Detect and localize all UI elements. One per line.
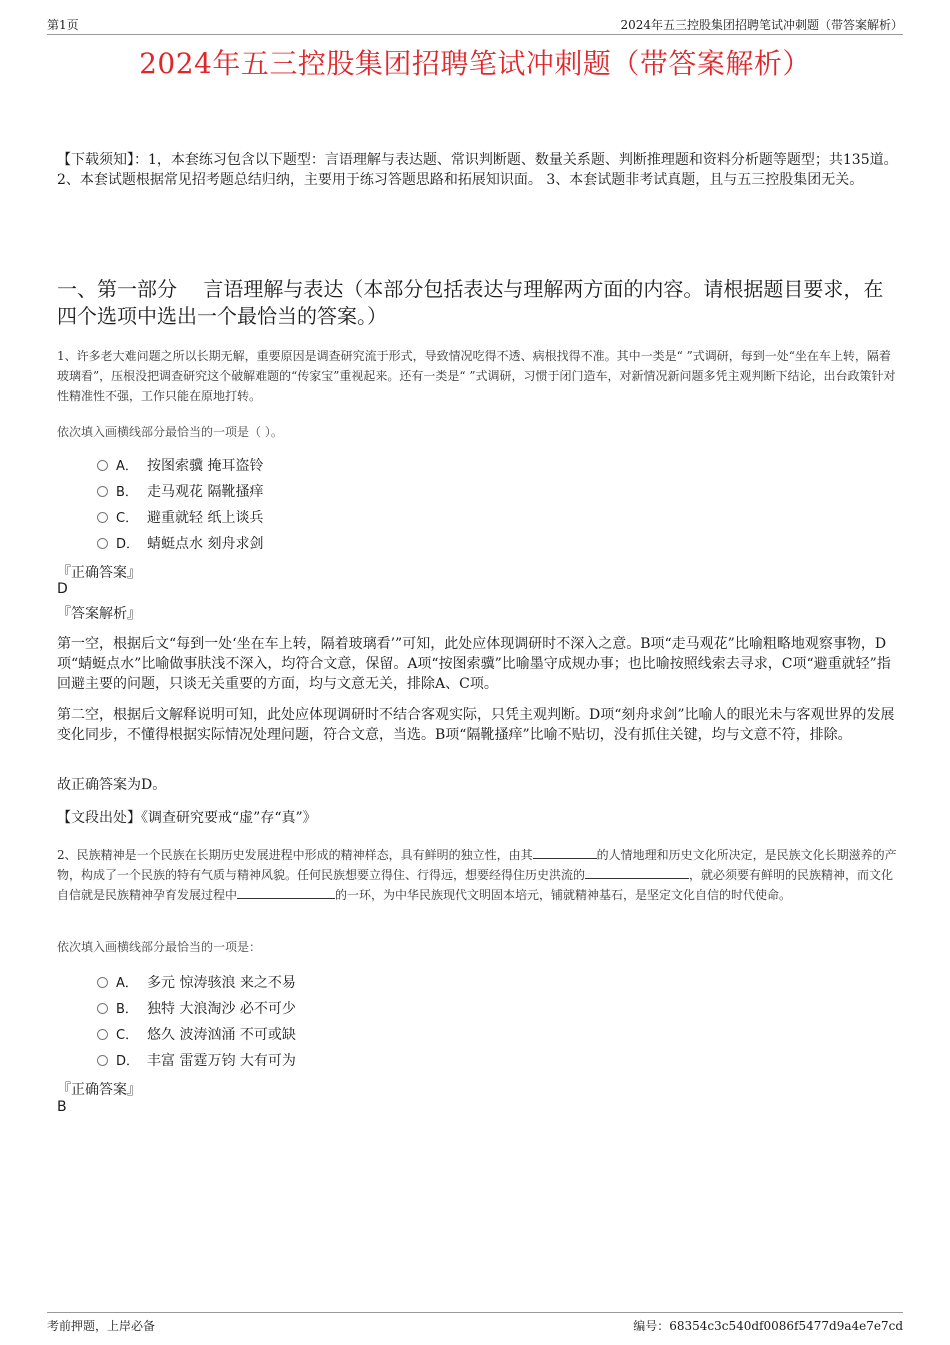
question-2-option-d[interactable]: D． 丰富 雷霆万钧 大有可为 [97, 1051, 296, 1071]
question-1-answer-label: 『正确答案』 [57, 565, 141, 581]
document-title: 2024年五三控股集团招聘笔试冲刺题（带答案解析） [139, 47, 811, 80]
question-1-analysis-label: 『答案解析』 [57, 606, 141, 622]
question-2-answer: B [57, 1099, 67, 1115]
fill-blank [533, 846, 597, 859]
footer-serial: 编号：68354c3c540df0086f5477d9a4e7e7cd [633, 1319, 903, 1333]
header-doc-title: 2024年五三控股集团招聘笔试冲刺题（带答案解析） [620, 18, 903, 32]
radio-icon[interactable] [97, 1003, 108, 1014]
question-1-option-d[interactable]: D． 蜻蜓点水 刻舟求剑 [97, 534, 263, 554]
radio-icon[interactable] [97, 538, 108, 549]
radio-icon[interactable] [97, 1055, 108, 1066]
page-footer [47, 1312, 903, 1335]
page-header [47, 14, 903, 35]
question-2-option-a[interactable]: A． 多元 惊涛骇浪 来之不易 [97, 973, 296, 993]
question-1-analysis-1: 第一空，根据后文“每到一处‘坐在车上转，隔着玻璃看’”可知，此处应体现调研时不深入之意。B项“走马观花”比喻粗略地观察事物，D项“蜻蜓点水”比喻做事肤浅不深入，均符合文意，保留。A项“按图索骥”比喻墨守成规办事；也比喻按照线索去寻求，C项“避重就轻”指回避主要的问题，只谈无关重要的方面，均与文意无关，排除A、C项。 [57, 636, 891, 692]
download-notice: 【下载须知】：1，本套练习包含以下题型：言语理解与表达题、常识判断题、数量关系题、判断推理题和资料分析题等题型；共135道。 2、本套试题根据常见招考题总结归纳，主要用于练习答题思路和拓展知识面。 3、本套试题非考试真题，且与五三控股集团无关。 [57, 152, 898, 188]
fill-blank [585, 866, 689, 879]
question-1-option-c[interactable]: C． 避重就轻 纸上谈兵 [97, 508, 263, 528]
question-1-answer: D [57, 581, 68, 597]
radio-icon[interactable] [97, 460, 108, 471]
question-1-prompt: 依次填入画横线部分最恰当的一项是（ ）。 [57, 425, 283, 439]
question-1-option-b[interactable]: B． 走马观花 隔靴搔痒 [97, 482, 263, 502]
question-1-conclusion: 故正确答案为D。 [57, 777, 167, 793]
page-number: 第1页 [47, 18, 79, 32]
radio-icon[interactable] [97, 1029, 108, 1040]
radio-icon[interactable] [97, 486, 108, 497]
question-2-stem: 2、民族精神是一个民族在长期历史发展进程中形成的精神样态，具有鲜明的独立性，由其 的人情地理和历史文化所决定，是民族文化长期滋养的产物，构成了一个民族的特有气质与精神风貌。任何民族想要立得住、行得远，想要经得住历史洪流的 ，就必须要有鲜明的民族精神，而文化自信就是民族精神孕育发展过程中 的一环，为中华民族现代文明固本培元，铺就精神基石，是坚定文化自信的时代使命。 [57, 848, 897, 902]
question-1-option-a[interactable]: A． 按图索骥 掩耳盗铃 [97, 456, 263, 476]
section-heading: 一、第一部分 言语理解与表达（本部分包括表达与理解两方面的内容。请根据题目要求，在四个选项中选出一个最恰当的答案。） [57, 277, 884, 328]
radio-icon[interactable] [97, 512, 108, 523]
question-1-source: 【文段出处】《调查研究要戒“虚”存“真”》 [57, 810, 317, 826]
question-1-analysis-2: 第二空，根据后文解释说明可知，此处应体现调研时不结合客观实际，只凭主观判断。D项“刻舟求剑”比喻人的眼光未与客观世界的发展变化同步，不懂得根据实际情况处理问题，符合文意，当选。B项“隔靴搔痒”比喻不贴切，没有抓住关键，均与文意不符，排除。 [57, 707, 895, 743]
fill-blank [237, 886, 335, 899]
footer-slogan: 考前押题，上岸必备 [47, 1319, 156, 1333]
question-2-option-b[interactable]: B． 独特 大浪淘沙 必不可少 [97, 999, 296, 1019]
question-2-prompt: 依次填入画横线部分最恰当的一项是： [57, 940, 262, 954]
question-2-option-c[interactable]: C． 悠久 波涛汹涌 不可或缺 [97, 1025, 296, 1045]
radio-icon[interactable] [97, 977, 108, 988]
question-1-stem: 1、许多老大难问题之所以长期无解，重要原因是调查研究流于形式，导致情况吃得不透、病根找得不准。其中一类是“ ”式调研，每到一处“坐在车上转，隔着玻璃看”，压根没把调查研究这个破解难题的“传家宝”重视起来。还有一类是“ ”式调研，习惯于闭门造车，对新情况新问题多凭主观判断下结论，出台政策针对性精准性不强，工作只能在原地打转。 [57, 349, 896, 403]
question-2-answer-label: 『正确答案』 [57, 1082, 141, 1098]
